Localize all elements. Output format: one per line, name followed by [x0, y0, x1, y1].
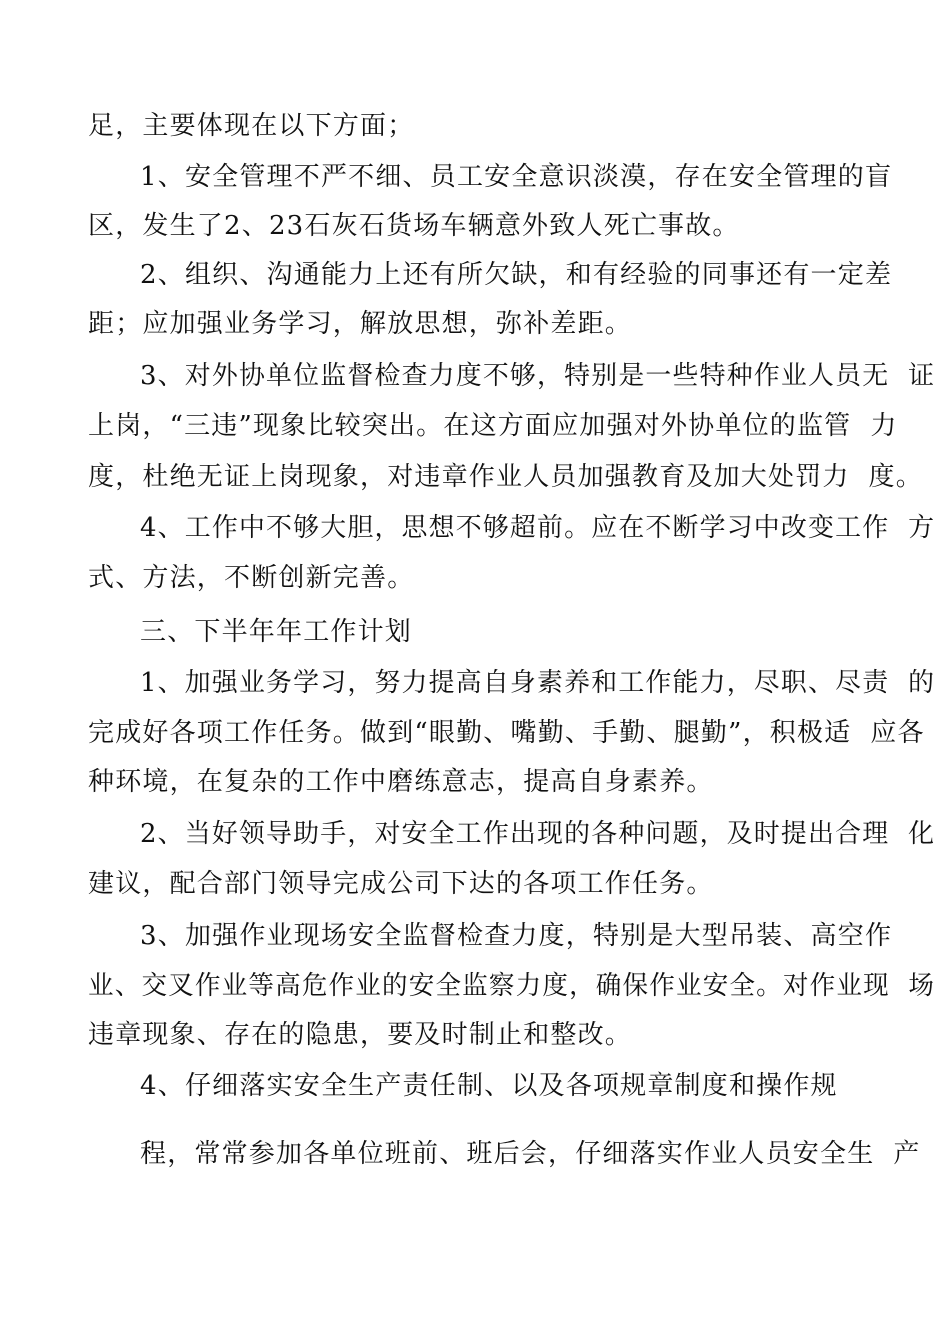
- text-line: 度，杜绝无证上岗现象，对违章作业人员加强教育及加大处罚力 度。: [88, 462, 923, 492]
- text-line: 完成好各项工作任务。做到“眼勤、嘴勤、手勤、腿勤”，积极适 应各: [88, 718, 925, 748]
- text-line: 2、组织、沟通能力上还有所欠缺，和有经验的同事还有一定差: [140, 260, 893, 290]
- text-line: 式、方法，不断创新完善。: [88, 563, 415, 593]
- text-line: 2、当好领导助手，对安全工作出现的各种问题，及时提出合理 化: [140, 819, 936, 849]
- text-line: 种环境，在复杂的工作中磨练意志，提高自身素养。: [88, 767, 714, 797]
- text-line: 1、加强业务学习，努力提高自身素养和工作能力，尽职、尽责 的: [140, 668, 936, 698]
- text-line: 上岗，“三违”现象比较突出。在这方面应加强对外协单位的监管 力: [88, 411, 898, 441]
- text-line: 3、对外协单位监督检查力度不够，特别是一些特种作业人员无 证: [140, 361, 936, 391]
- text-line: 建议，配合部门领导完成公司下达的各项工作任务。: [88, 869, 714, 899]
- text-line: 足，主要体现在以下方面；: [88, 111, 415, 141]
- section-heading: 三、下半年年工作计划: [140, 617, 413, 647]
- text-line: 4、工作中不够大胆，思想不够超前。应在不断学习中改变工作 方: [140, 513, 936, 543]
- text-line: 1、安全管理不严不细、员工安全意识淡漠，存在安全管理的盲: [140, 162, 893, 192]
- text-line: 程，常常参加各单位班前、班后会，仔细落实作业人员安全生 产: [140, 1139, 921, 1169]
- text-line: 3、加强作业现场安全监督检查力度，特别是大型吊装、高空作: [140, 921, 893, 951]
- text-line: 违章现象、存在的隐患，要及时制止和整改。: [88, 1020, 633, 1050]
- text-line: 区，发生了2、23石灰石货场车辆意外致人死亡事故。: [88, 211, 740, 241]
- text-line: 业、交叉作业等高危作业的安全监察力度，确保作业安全。对作业现 场: [88, 971, 936, 1001]
- text-line: 距；应加强业务学习，解放思想，弥补差距。: [88, 309, 633, 339]
- text-line: 4、仔细落实安全生产责任制、以及各项规章制度和操作规: [140, 1071, 838, 1101]
